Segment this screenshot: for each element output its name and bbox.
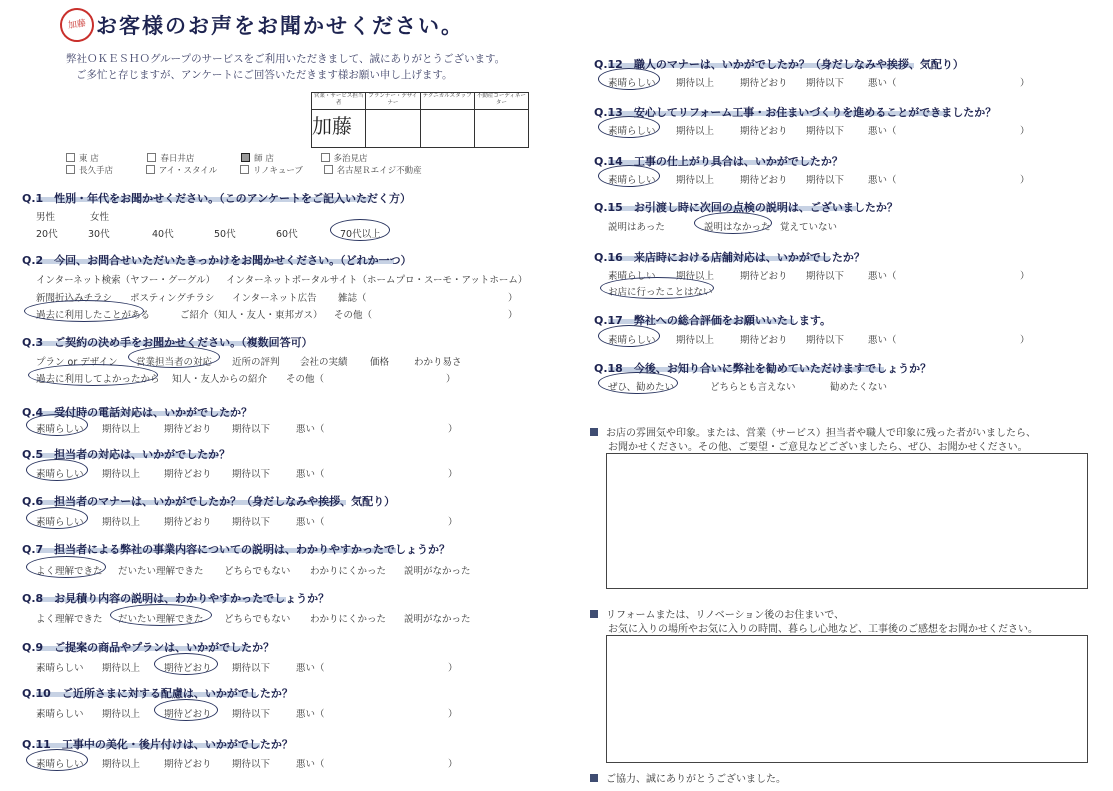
- q18-option[interactable]: 勧めたくない: [830, 382, 888, 393]
- q1-age-40[interactable]: 40代: [152, 229, 174, 240]
- q2-option[interactable]: その他（: [334, 310, 373, 321]
- q2-option[interactable]: ご紹介（知人・友人・東邦ガス）: [180, 310, 323, 321]
- thanks-note: ご協力、誠にありがとうございました。: [590, 770, 786, 785]
- answer-circle: [26, 749, 88, 771]
- q13-above[interactable]: 期待以上: [676, 126, 715, 137]
- question-q8: Q.8 お見積り内容の説明は、わかりやすかったでしょうか？: [22, 592, 330, 605]
- q16-bad[interactable]: 悪い（: [868, 271, 897, 282]
- q3-option[interactable]: 過去に利用してよかったから: [36, 374, 160, 385]
- bullet-square-icon: [590, 774, 598, 782]
- q11-great[interactable]: 素晴らしい: [36, 759, 84, 770]
- q5-above[interactable]: 期待以上: [102, 469, 141, 480]
- answer-circle: [598, 165, 660, 187]
- question-q6: Q.6 担当者のマナーは、いかがでしたか？（身だしなみや挨拶、気配り）: [22, 495, 396, 508]
- q8-option[interactable]: どちらでもない: [224, 614, 291, 625]
- q10-great[interactable]: 素晴らしい: [36, 709, 84, 720]
- bullet-square-icon: [590, 610, 598, 618]
- question-q2: Q.2 今回、お問合せいただいたきっかけをお聞かせください。（どれか一つ）: [22, 254, 412, 267]
- answer-circle: [26, 414, 88, 436]
- intro-line-1: 弊社ＯＫＥＳＨＯグループのサービスをご利用いただきまして、誠にありがとうございます。: [66, 53, 506, 65]
- q12-great[interactable]: 素晴らしい: [608, 78, 656, 89]
- q17-as-expected[interactable]: 期待どおり: [740, 335, 788, 346]
- handwritten-staff-name[interactable]: 加藤: [312, 110, 366, 148]
- intro-line-2: ご多忙と存じますが、アンケートにご回答いただきます様お願い申し上げます。: [76, 69, 453, 81]
- q2-paren: ）: [508, 293, 518, 304]
- q9-above[interactable]: 期待以上: [102, 663, 141, 674]
- comment-box-after-construction[interactable]: [606, 635, 1088, 763]
- q17-below[interactable]: 期待以下: [806, 335, 845, 346]
- q11-above[interactable]: 期待以上: [102, 759, 141, 770]
- bullet-square-icon: [590, 428, 598, 436]
- q13-bad[interactable]: 悪い（: [868, 126, 897, 137]
- staff-col-realestate: 不動産コーディネーター: [474, 93, 528, 110]
- question-q5: Q.5 担当者の対応は、いかがでしたか？: [22, 448, 231, 461]
- q3-option[interactable]: 価格: [370, 357, 390, 368]
- q4-above[interactable]: 期待以上: [102, 424, 141, 435]
- q15-option[interactable]: 覚えていない: [780, 222, 838, 233]
- q14-as-expected[interactable]: 期待どおり: [740, 175, 788, 186]
- q12-below[interactable]: 期待以下: [806, 78, 845, 89]
- q4-great[interactable]: 素晴らしい: [36, 424, 84, 435]
- question-q12: Q.12 職人のマナーは、いかがでしたか？（身だしなみや挨拶、気配り）: [594, 58, 964, 71]
- q10-paren: ）: [448, 709, 458, 720]
- stamp-seal: 加藤: [58, 6, 96, 44]
- q4-bad[interactable]: 悪い（: [296, 424, 325, 435]
- q3-option[interactable]: 知人・友人からの紹介: [172, 374, 268, 385]
- store-checkbox[interactable]: [147, 153, 156, 162]
- q6-as-expected[interactable]: 期待どおり: [164, 517, 212, 528]
- answer-circle: [330, 219, 390, 241]
- q11-below[interactable]: 期待以下: [232, 759, 271, 770]
- q2-option[interactable]: 過去に利用したことがある: [36, 310, 151, 321]
- q10-above[interactable]: 期待以上: [102, 709, 141, 720]
- store-row-1: 東 店 春日井店 師 店 多治見店: [66, 152, 368, 164]
- q13-as-expected[interactable]: 期待どおり: [740, 126, 788, 137]
- q3-option[interactable]: その他（: [286, 374, 325, 385]
- q9-bad[interactable]: 悪い（: [296, 663, 325, 674]
- q6-bad[interactable]: 悪い（: [296, 517, 325, 528]
- question-q9: Q.9 ご提案の商品やプランは、いかがでしたか？: [22, 641, 275, 654]
- answer-circle: [154, 699, 218, 721]
- q16-above[interactable]: 期待以上: [676, 271, 715, 282]
- q4-as-expected[interactable]: 期待どおり: [164, 424, 212, 435]
- q2-option[interactable]: インターネットポータルサイト（ホームプロ・スーモ・アットホーム）: [226, 275, 528, 286]
- staff-col-sales: 営業・サービス担当者: [312, 93, 366, 110]
- staff-cell-3[interactable]: [420, 110, 474, 148]
- question-q7: Q.7 担当者による弊社の事業内容についての説明は、わかりやすかったでしょうか？: [22, 543, 450, 556]
- q15-option[interactable]: 説明はあった: [608, 222, 665, 233]
- comment-prompt-2b: お気に入りの場所やお気に入りの時間、暮らし心地など、工事後のご感想をお聞かせください。: [608, 624, 1038, 635]
- q16-paren: ）: [1020, 271, 1030, 282]
- q10-bad[interactable]: 悪い（: [296, 709, 325, 720]
- store-checkbox[interactable]: [146, 165, 155, 174]
- answer-circle: [26, 507, 88, 529]
- q13-great[interactable]: 素晴らしい: [608, 126, 656, 137]
- question-q16: Q.16 来店時における店舗対応は、いかがでしたか？: [594, 251, 865, 264]
- question-q14: Q.14 工事の仕上がり具合は、いかがでしたか？: [594, 155, 843, 168]
- q3-option[interactable]: 会社の実績: [300, 357, 348, 368]
- q17-paren: ）: [1020, 335, 1030, 346]
- answer-circle: [598, 68, 660, 90]
- answer-circle: [24, 300, 144, 322]
- store-checkbox[interactable]: [66, 165, 75, 174]
- q2-option[interactable]: 雑誌（: [338, 293, 367, 304]
- q1-gender-female[interactable]: 女性: [90, 212, 110, 223]
- store-checkbox[interactable]: [240, 165, 249, 174]
- answer-circle: [26, 459, 88, 481]
- q17-above[interactable]: 期待以上: [676, 335, 715, 346]
- staff-cell-2[interactable]: [366, 110, 420, 148]
- q3-option[interactable]: 近所の評判: [232, 357, 280, 368]
- q14-bad[interactable]: 悪い（: [868, 175, 897, 186]
- q5-bad[interactable]: 悪い（: [296, 469, 325, 480]
- q16-as-expected[interactable]: 期待どおり: [740, 271, 788, 282]
- q7-option[interactable]: わかりにくかった: [310, 566, 387, 577]
- q11-paren: ）: [448, 759, 458, 770]
- q12-as-expected[interactable]: 期待どおり: [740, 78, 788, 89]
- q5-below[interactable]: 期待以下: [232, 469, 271, 480]
- staff-table: [311, 92, 529, 148]
- q8-option[interactable]: よく理解できた: [36, 614, 103, 625]
- q2-option[interactable]: インターネット広告: [232, 293, 317, 304]
- q3-option[interactable]: わかり易さ: [414, 357, 462, 368]
- question-q18: Q.18 今後、お知り合いに弊社を勧めていただけますでしょうか？: [594, 362, 932, 375]
- answer-circle: [694, 212, 772, 234]
- q10-below[interactable]: 期待以下: [232, 709, 271, 720]
- q14-great[interactable]: 素晴らしい: [608, 175, 656, 186]
- q1-age-30[interactable]: 30代: [88, 229, 110, 240]
- q12-paren: ）: [1020, 78, 1030, 89]
- q9-great[interactable]: 素晴らしい: [36, 663, 84, 674]
- answer-circle: [28, 364, 158, 386]
- q3-option[interactable]: プラン or デザイン: [36, 357, 118, 368]
- q4-below[interactable]: 期待以下: [232, 424, 271, 435]
- q1-gender-male[interactable]: 男性: [36, 212, 56, 223]
- question-q17: Q.17 弊社への総合評価をお願いいたします。: [594, 314, 831, 327]
- q1-age-20[interactable]: 20代: [36, 229, 58, 240]
- q12-bad[interactable]: 悪い（: [868, 78, 897, 89]
- answer-circle: [598, 325, 660, 347]
- q6-paren: ）: [448, 517, 458, 528]
- q2-option[interactable]: インターネット検索（ヤフー・グーグル）: [36, 275, 216, 286]
- q16-below[interactable]: 期待以下: [806, 271, 845, 282]
- q7-option[interactable]: だいたい理解できた: [118, 566, 204, 577]
- question-q11: Q.11 工事中の美化・後片付けは、いかがでしたか？: [22, 738, 293, 751]
- answer-circle: [598, 116, 660, 138]
- comment-prompt-2: リフォームまたは、リノベーション後のお住まいで、: [590, 606, 844, 621]
- q5-paren: ）: [448, 469, 458, 480]
- q12-above[interactable]: 期待以上: [676, 78, 715, 89]
- q2-option[interactable]: ポスティングチラシ: [130, 293, 215, 304]
- q6-below[interactable]: 期待以下: [232, 517, 271, 528]
- store-row-2: 長久手店 アイ・スタイル リノキューブ 名古屋Ｒエイジ不動産: [66, 164, 422, 176]
- q8-option[interactable]: だいたい理解できた: [118, 614, 204, 625]
- answer-circle: [110, 604, 212, 626]
- q1-age-70plus[interactable]: 70代以上: [340, 229, 381, 240]
- q17-great[interactable]: 素晴らしい: [608, 335, 656, 346]
- q8-option[interactable]: わかりにくかった: [310, 614, 387, 625]
- question-q1: Q.1 性別・年代をお聞かせください。（このアンケートをご記入いただく方）: [22, 192, 412, 205]
- comment-box-impressions[interactable]: [606, 453, 1088, 589]
- comment-prompt-1b: お聞かせください。その他、ご要望・ご意見などございましたら、ぜひ、お聞かせください。: [608, 442, 1028, 453]
- answer-circle: [600, 277, 714, 299]
- q4-paren: ）: [448, 424, 458, 435]
- q6-great[interactable]: 素晴らしい: [36, 517, 84, 528]
- answer-circle: [26, 556, 106, 578]
- store-checkbox[interactable]: [321, 153, 330, 162]
- q9-as-expected[interactable]: 期待どおり: [164, 663, 212, 674]
- q1-age-50[interactable]: 50代: [214, 229, 236, 240]
- comment-prompt-1: お店の雰囲気や印象。または、営業（サービス）担当者や職人で印象に残った者がいましたら、: [590, 424, 1036, 439]
- q18-option[interactable]: どちらとも言えない: [710, 382, 796, 393]
- q13-paren: ）: [1020, 126, 1030, 137]
- page-title: お客様のお声をお聞かせください。: [96, 14, 464, 38]
- q6-above[interactable]: 期待以上: [102, 517, 141, 528]
- q16-great[interactable]: 素晴らしい: [608, 271, 656, 282]
- q3-option[interactable]: 営業担当者の対応: [136, 357, 213, 368]
- store-checkbox[interactable]: [324, 165, 333, 174]
- q2-paren: ）: [508, 310, 518, 321]
- staff-cell-4[interactable]: [474, 110, 528, 148]
- question-q3: Q.3 ご契約の決め手をお聞かせください。（複数回答可）: [22, 336, 313, 349]
- q15-option[interactable]: 説明はなかった: [704, 222, 771, 233]
- q2-option[interactable]: 新聞折込みチラシ: [36, 293, 113, 304]
- q5-as-expected[interactable]: 期待どおり: [164, 469, 212, 480]
- q1-age-60[interactable]: 60代: [276, 229, 298, 240]
- question-q13: Q.13 安心してリフォーム工事・お住まいづくりを進めることができましたか？: [594, 106, 997, 119]
- q17-bad[interactable]: 悪い（: [868, 335, 897, 346]
- q14-above[interactable]: 期待以上: [676, 175, 715, 186]
- q8-option[interactable]: 説明がなかった: [404, 614, 471, 625]
- answer-circle: [128, 346, 220, 368]
- q9-paren: ）: [448, 663, 458, 674]
- q14-below[interactable]: 期待以下: [806, 175, 845, 186]
- q14-paren: ）: [1020, 175, 1030, 186]
- q11-bad[interactable]: 悪い（: [296, 759, 325, 770]
- q3-paren: ）: [446, 374, 456, 385]
- q18-option[interactable]: ぜひ、勧めたい: [608, 382, 675, 393]
- q9-below[interactable]: 期待以下: [232, 663, 271, 674]
- answer-circle: [598, 372, 678, 394]
- question-q15: Q.15 お引渡し時に次回の点検の説明は、ございましたか？: [594, 201, 898, 214]
- q7-option[interactable]: どちらでもない: [224, 566, 291, 577]
- q11-as-expected[interactable]: 期待どおり: [164, 759, 212, 770]
- store-checkbox[interactable]: [241, 153, 250, 162]
- q16-never-visited[interactable]: お店に行ったことはない: [608, 287, 713, 298]
- store-checkbox[interactable]: [66, 153, 75, 162]
- q13-below[interactable]: 期待以下: [806, 126, 845, 137]
- staff-col-planner: プランナー・デザイナー: [366, 93, 420, 110]
- q5-great[interactable]: 素晴らしい: [36, 469, 84, 480]
- q10-as-expected[interactable]: 期待どおり: [164, 709, 212, 720]
- question-q4: Q.4 受付時の電話対応は、いかがでしたか？: [22, 406, 253, 419]
- question-q10: Q.10 ご近所さまに対する配慮は、いかがでしたか？: [22, 687, 293, 700]
- q7-option[interactable]: 説明がなかった: [404, 566, 471, 577]
- staff-col-technical: テクニカルスタッフ: [420, 93, 474, 110]
- answer-circle: [154, 653, 218, 675]
- q7-option[interactable]: よく理解できた: [36, 566, 103, 577]
